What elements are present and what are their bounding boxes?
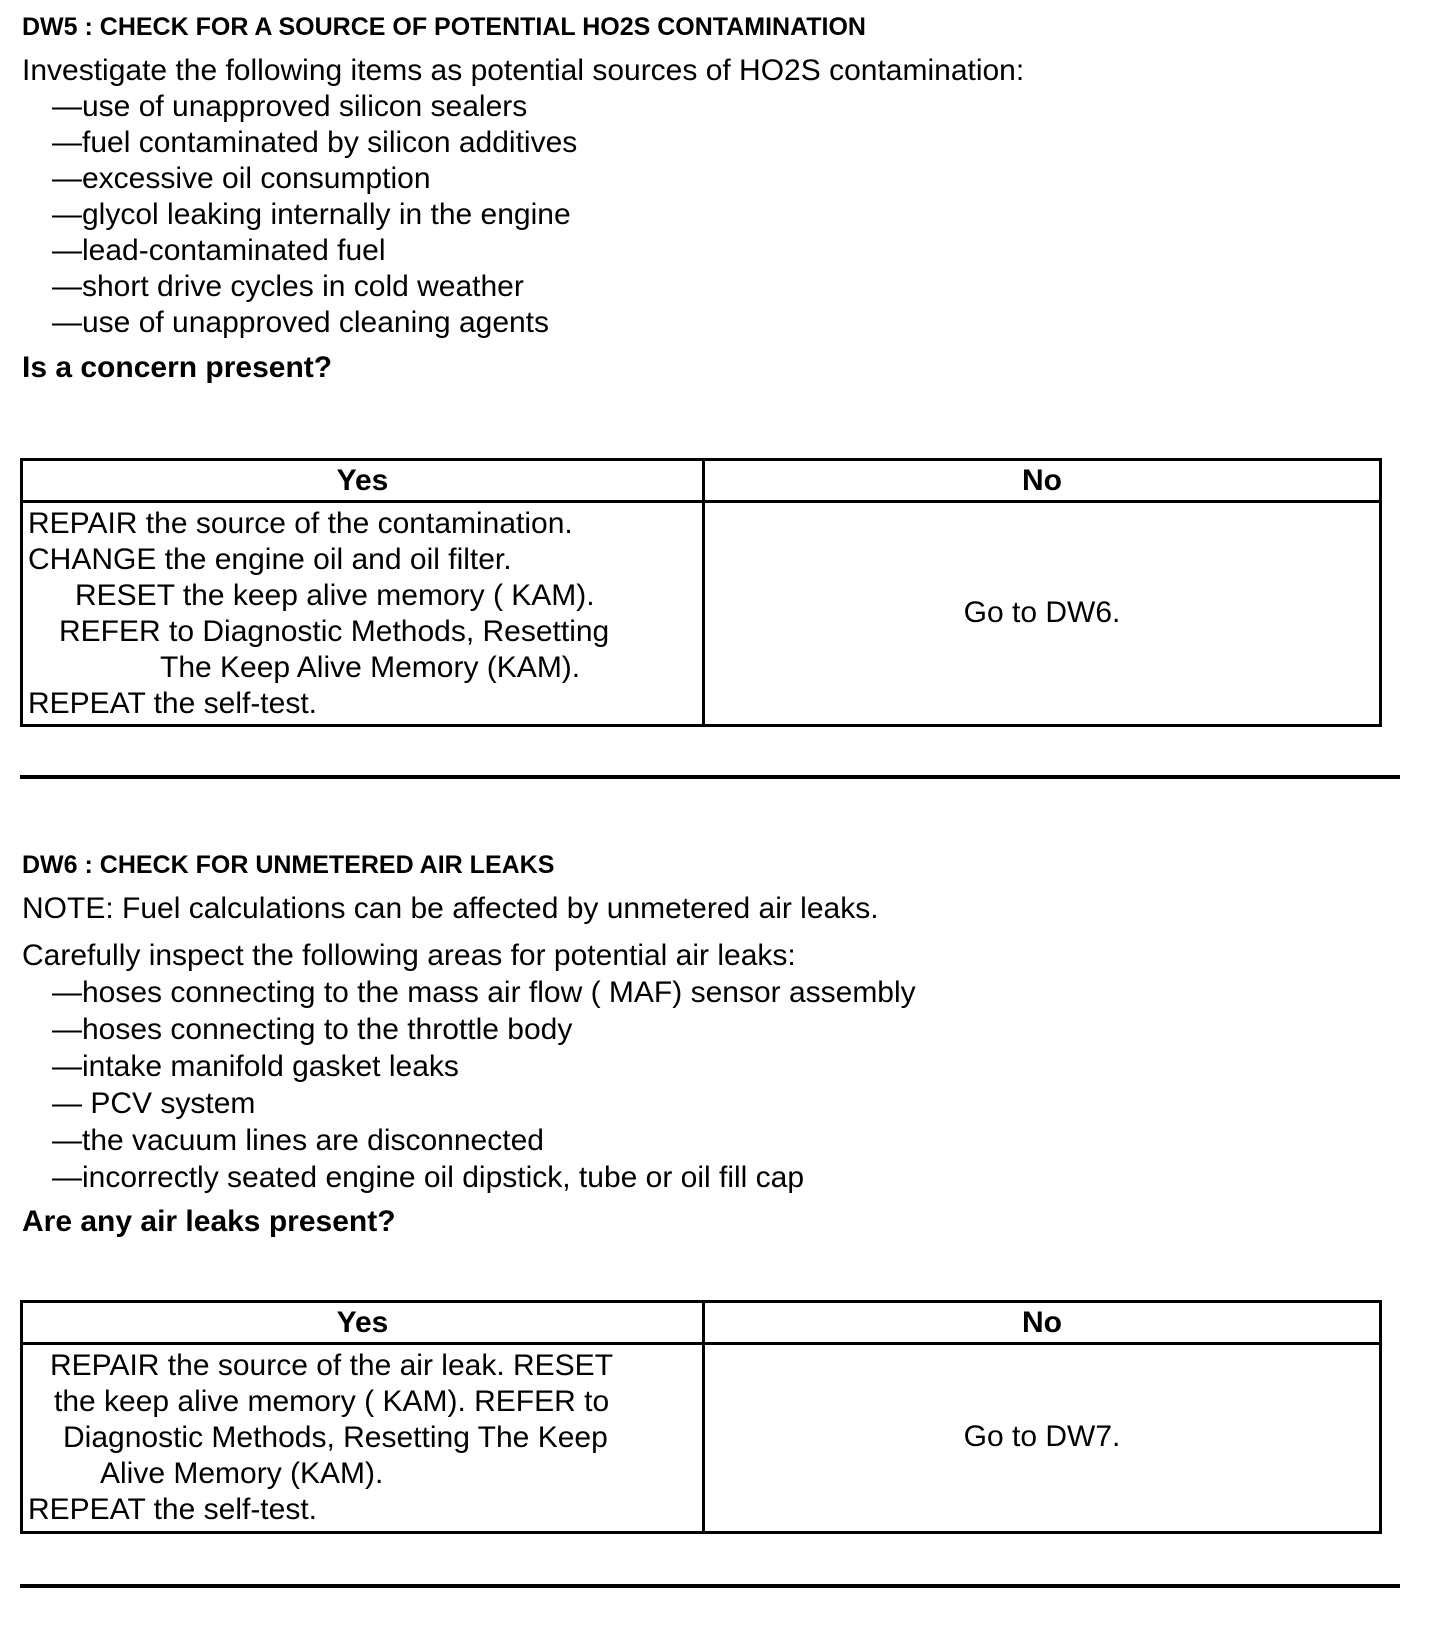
dw6-item: —incorrectly seated engine oil dipstick, tube or oil fill cap bbox=[52, 1161, 805, 1194]
dw6-yes-line: REPEAT the self-test. bbox=[28, 1493, 317, 1526]
dw5-item: —excessive oil consumption bbox=[52, 162, 431, 195]
dw5-yes-line: REPAIR the source of the contamination. bbox=[28, 507, 573, 540]
dw5-item: —glycol leaking internally in the engine bbox=[52, 198, 571, 231]
dw6-question: Are any air leaks present? bbox=[22, 1205, 396, 1238]
dw5-yes-line: The Keep Alive Memory (KAM). bbox=[160, 651, 581, 684]
dw5-no-action: Go to DW6. bbox=[963, 596, 1121, 629]
dw6-item: —hoses connecting to the throttle body bbox=[52, 1013, 573, 1046]
dw5-intro: Investigate the following items as potential sources of HO2S contamination: bbox=[22, 54, 1025, 87]
dw5-item: —lead-contaminated fuel bbox=[52, 234, 386, 267]
dw6-no-action: Go to DW7. bbox=[963, 1420, 1121, 1453]
dw6-yes-line: REPAIR the source of the air leak. RESET bbox=[50, 1349, 614, 1382]
section-divider bbox=[20, 1584, 1400, 1588]
dw6-yes-line: Diagnostic Methods, Resetting The Keep bbox=[63, 1421, 608, 1454]
dw5-heading: DW5 : CHECK FOR A SOURCE OF POTENTIAL HO2S CONTAMINATION bbox=[22, 13, 866, 41]
dw6-yes-header: Yes bbox=[336, 1306, 389, 1339]
dw6-item: —hoses connecting to the mass air flow ( MAF) sensor assembly bbox=[52, 976, 916, 1009]
dw6-intro: Carefully inspect the following areas for potential air leaks: bbox=[22, 939, 796, 972]
dw6-heading: DW6 : CHECK FOR UNMETERED AIR LEAKS bbox=[22, 851, 555, 879]
dw6-yes-line: Alive Memory (KAM). bbox=[100, 1457, 384, 1490]
dw5-yes-header: Yes bbox=[336, 464, 389, 497]
dw5-yes-line: REPEAT the self-test. bbox=[28, 687, 317, 720]
dw5-item: —use of unapproved silicon sealers bbox=[52, 90, 528, 123]
dw6-item: — PCV system bbox=[52, 1087, 256, 1120]
dw5-question: Is a concern present? bbox=[22, 351, 333, 384]
dw6-no-header: No bbox=[1022, 1306, 1062, 1339]
dw6-decision-table bbox=[20, 1300, 1382, 1534]
dw5-item: —use of unapproved cleaning agents bbox=[52, 306, 550, 339]
dw5-item: —short drive cycles in cold weather bbox=[52, 270, 524, 303]
dw5-yes-line: CHANGE the engine oil and oil filter. bbox=[28, 543, 512, 576]
dw6-yes-line: the keep alive memory ( KAM). REFER to bbox=[54, 1385, 610, 1418]
dw5-decision-table bbox=[20, 458, 1382, 727]
dw5-yes-line: REFER to Diagnostic Methods, Resetting bbox=[59, 615, 610, 648]
dw5-no-header: No bbox=[1022, 464, 1062, 497]
dw6-note: NOTE: Fuel calculations can be affected by unmetered air leaks. bbox=[22, 892, 879, 925]
dw5-item: —fuel contaminated by silicon additives bbox=[52, 126, 578, 159]
dw6-item: —the vacuum lines are disconnected bbox=[52, 1124, 544, 1157]
dw6-item: —intake manifold gasket leaks bbox=[52, 1050, 459, 1083]
dw5-yes-line: RESET the keep alive memory ( KAM). bbox=[75, 579, 595, 612]
section-divider bbox=[20, 775, 1400, 779]
